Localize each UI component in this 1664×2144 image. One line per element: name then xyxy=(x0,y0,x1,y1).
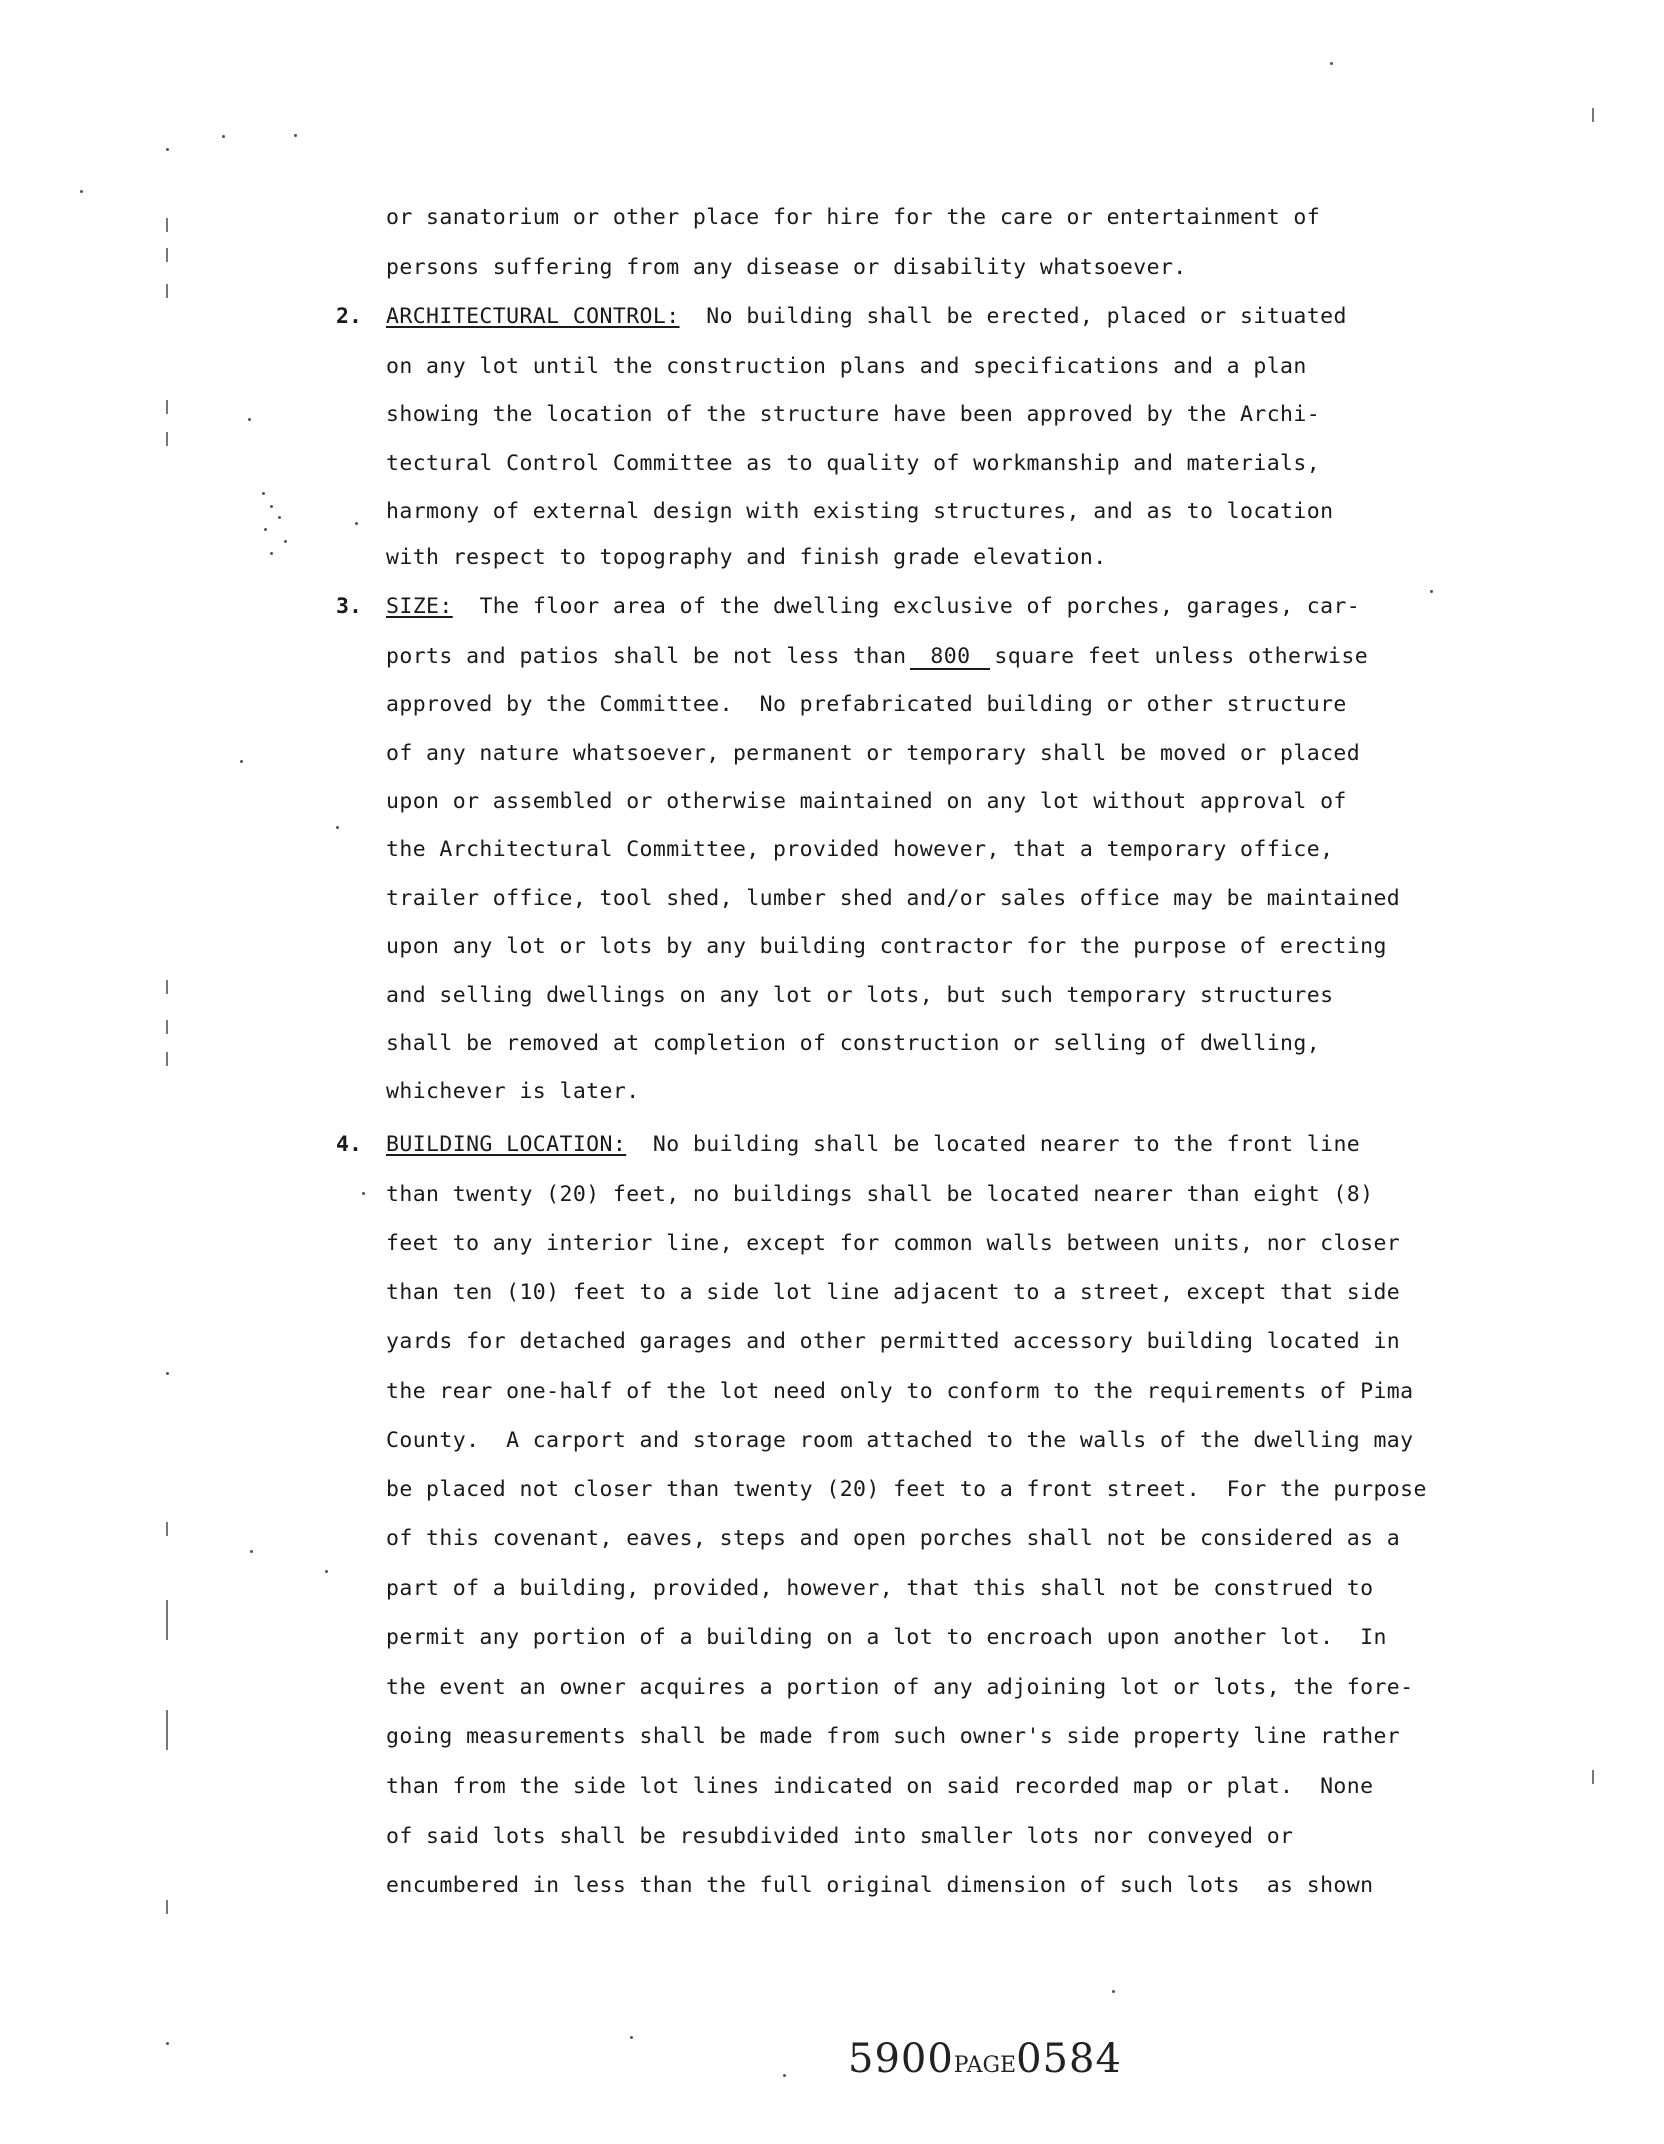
recording-stamp xyxy=(848,2036,1122,2082)
text-line: trailer office, tool shed, lumber shed and/or sales office may be maintained xyxy=(386,886,1401,911)
margin-mark xyxy=(166,218,168,232)
text-line: of any nature whatsoever, permanent or temporary shall be moved or placed xyxy=(386,741,1361,766)
docket-number: 5900 xyxy=(848,2036,954,2082)
text-line: than twenty (20) feet, no buildings shall be located nearer than eight (8) xyxy=(386,1182,1374,1207)
section-heading: SIZE: xyxy=(386,594,453,619)
section-text: square feet unless otherwise xyxy=(994,644,1369,669)
section-text: The floor area of the dwelling exclusive of porches, garages, car- xyxy=(479,594,1361,619)
scan-speck xyxy=(1330,62,1333,65)
section-text: ports and patios shall be not less than xyxy=(386,644,907,669)
section-first-line xyxy=(386,1131,1360,1159)
margin-mark xyxy=(166,1522,168,1536)
margin-mark xyxy=(166,432,168,446)
margin-mark xyxy=(166,284,168,298)
scan-speck xyxy=(362,1192,365,1195)
page-number: 0584 xyxy=(1016,2036,1122,2082)
scan-speck xyxy=(270,505,273,508)
scan-speck xyxy=(166,2042,169,2045)
text-line: the Architectural Committee, provided however, that a temporary office, xyxy=(386,837,1334,862)
text-line: be placed not closer than twenty (20) feet to a front street. For the purpose xyxy=(386,1477,1427,1502)
section-number: 2. xyxy=(336,304,362,329)
scan-speck xyxy=(166,1372,169,1375)
page-label: PAGE xyxy=(953,2053,1017,2078)
margin-mark xyxy=(166,1020,168,1034)
scan-speck xyxy=(270,552,273,555)
section-number: 4. xyxy=(336,1132,362,1157)
scan-speck xyxy=(250,1550,253,1553)
text-line: with respect to topography and finish grade elevation. xyxy=(386,545,1107,570)
margin-mark xyxy=(166,980,168,994)
section-first-line xyxy=(386,303,1347,331)
margin-mark xyxy=(166,400,168,414)
margin-mark xyxy=(1592,1770,1594,1784)
scan-speck xyxy=(284,540,287,543)
scan-speck xyxy=(278,516,281,519)
text-line: part of a building, provided, however, that this shall not be construed to xyxy=(386,1576,1374,1601)
section-text: No building shall be erected, placed or situated xyxy=(706,304,1347,329)
scan-speck xyxy=(294,134,297,137)
margin-mark xyxy=(1592,108,1594,122)
text-line: showing the location of the structure have been approved by the Archi- xyxy=(386,402,1321,427)
margin-mark xyxy=(166,248,168,262)
text-line: the event an owner acquires a portion of any adjoining lot or lots, the fore- xyxy=(386,1675,1414,1700)
text-line: and selling dwellings on any lot or lots, but such temporary structures xyxy=(386,983,1334,1008)
text-line: on any lot until the construction plans and specifications and a plan xyxy=(386,354,1307,379)
text-line: of this covenant, eaves, steps and open porches shall not be considered as a xyxy=(386,1526,1401,1551)
section-text: No building shall be located nearer to the front line xyxy=(652,1132,1361,1157)
section-heading: ARCHITECTURAL CONTROL: xyxy=(386,304,680,329)
margin-mark xyxy=(166,1052,168,1066)
scan-speck xyxy=(248,418,251,421)
scan-speck xyxy=(166,148,169,151)
scan-speck xyxy=(80,190,83,193)
text-line: County. A carport and storage room attached to the walls of the dwelling may xyxy=(386,1428,1414,1453)
scan-speck xyxy=(783,2074,786,2077)
scan-speck xyxy=(1112,1990,1115,1993)
text-line: the rear one-half of the lot need only to conform to the requirements of Pima xyxy=(386,1379,1414,1404)
text-line: or sanatorium or other place for hire for the care or entertainment of xyxy=(386,205,1321,230)
text-line: permit any portion of a building on a lot to encroach upon another lot. In xyxy=(386,1625,1387,1650)
scan-speck xyxy=(355,522,358,525)
margin-mark xyxy=(166,1600,168,1640)
text-line: upon any lot or lots by any building contractor for the purpose of erecting xyxy=(386,934,1387,959)
text-line: of said lots shall be resubdivided into smaller lots nor conveyed or xyxy=(386,1824,1294,1849)
text-line: persons suffering from any disease or disability whatsoever. xyxy=(386,255,1187,280)
section-heading: BUILDING LOCATION: xyxy=(386,1132,627,1157)
scan-speck xyxy=(264,528,267,531)
filled-blank-value: 800 xyxy=(910,646,990,670)
scan-speck xyxy=(262,492,265,495)
section-number: 3. xyxy=(336,594,362,619)
scan-speck xyxy=(240,760,243,763)
text-line: upon or assembled or otherwise maintained on any lot without approval of xyxy=(386,789,1347,814)
scan-speck xyxy=(1430,590,1433,593)
text-line: encumbered in less than the full original dimension of such lots as shown xyxy=(386,1873,1374,1898)
scan-speck xyxy=(336,826,339,829)
scan-speck xyxy=(325,1570,328,1573)
text-line: whichever is later. xyxy=(386,1079,640,1104)
text-line: than from the side lot lines indicated on said recorded map or plat. None xyxy=(386,1774,1374,1799)
section-first-line xyxy=(386,593,1360,621)
margin-mark xyxy=(166,1900,168,1914)
scan-speck xyxy=(222,135,225,138)
text-line: going measurements shall be made from such owner's side property line rather xyxy=(386,1724,1401,1749)
margin-mark xyxy=(166,1710,168,1750)
text-line: tectural Control Committee as to quality of workmanship and materials, xyxy=(386,451,1321,476)
text-line: than ten (10) feet to a side lot line adjacent to a street, except that side xyxy=(386,1280,1401,1305)
text-line: feet to any interior line, except for common walls between units, nor closer xyxy=(386,1231,1401,1256)
section-line-with-blank xyxy=(386,643,1368,671)
text-line: harmony of external design with existing structures, and as to location xyxy=(386,499,1334,524)
text-line: shall be removed at completion of construction or selling of dwelling, xyxy=(386,1031,1321,1056)
scan-speck xyxy=(630,2036,633,2039)
text-line: approved by the Committee. No prefabricated building or other structure xyxy=(386,692,1347,717)
text-line: yards for detached garages and other permitted accessory building located in xyxy=(386,1329,1401,1354)
